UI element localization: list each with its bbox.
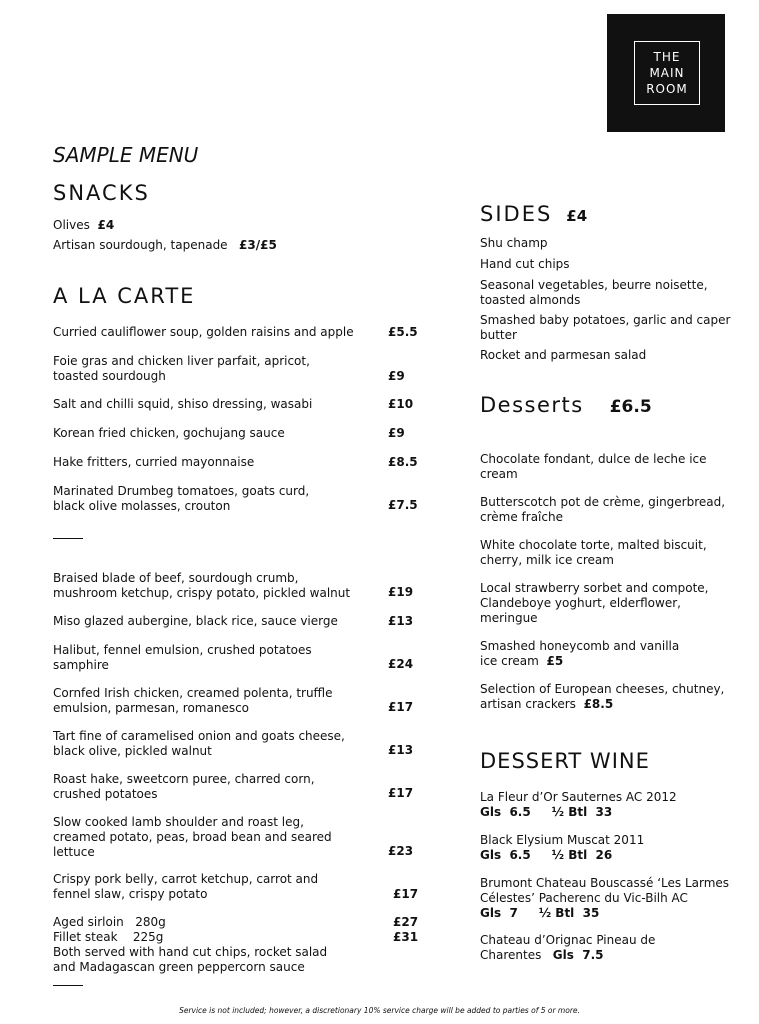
item-line: Chocolate fondant, dulce de leche ice xyxy=(480,452,707,466)
dessert-item xyxy=(480,538,707,568)
menu-item xyxy=(53,397,312,412)
menu-item xyxy=(53,930,163,945)
wine-name: Brumont Chateau Bouscassé ‘Les Larmes xyxy=(480,876,730,890)
item-line: lettuce xyxy=(53,845,95,859)
item-line: cream xyxy=(480,467,518,481)
logo-line-2: MAIN xyxy=(649,66,685,80)
wine-prices: Gls 7 ½ Btl 35 xyxy=(480,906,600,920)
item-price: £7.5 xyxy=(388,498,418,512)
wine-name: Chateau d’Orignac Pineau de xyxy=(480,933,656,947)
dessert-item xyxy=(480,682,724,712)
item-line: Curried cauliflower soup, golden raisins and apple xyxy=(53,325,354,339)
wine-item xyxy=(480,933,655,963)
menu-item xyxy=(53,426,285,441)
menu-item xyxy=(53,815,332,860)
item-line: Tart fine of caramelised onion and goats cheese, xyxy=(53,729,345,743)
divider xyxy=(53,985,83,986)
item-price: £4 xyxy=(97,218,115,232)
item-price: £8.5 xyxy=(388,455,418,469)
item-price: £10 xyxy=(388,397,414,411)
item-line: fennel slaw, crispy potato xyxy=(53,887,208,901)
side-item xyxy=(480,278,708,308)
dessert-item xyxy=(480,452,707,482)
item-line: toasted almonds xyxy=(480,293,581,307)
item-line: Butterscotch pot de crème, gingerbread, xyxy=(480,495,726,509)
sides-title: SIDES xyxy=(480,202,553,226)
item-price: £8.5 xyxy=(583,697,614,711)
page-title: SAMPLE MENU xyxy=(53,143,199,167)
item-price: £31 xyxy=(393,930,419,944)
menu-item xyxy=(53,729,345,759)
logo-line-1: THE xyxy=(653,50,681,64)
item-price: £9 xyxy=(388,426,405,440)
wine-prices: Gls 6.5 ½ Btl 33 xyxy=(480,805,613,819)
item-line: Hake fritters, curried mayonnaise xyxy=(53,455,255,469)
item-line: Cornfed Irish chicken, creamed polenta, truffle xyxy=(53,686,333,700)
snacks-heading: SNACKS xyxy=(53,181,150,205)
item-line: Roast hake, sweetcorn puree, charred corn, xyxy=(53,772,315,786)
item-line: Korean fried chicken, gochujang sauce xyxy=(53,426,285,440)
service-note: Service is not included; however, a discretionary 10% service charge will be added to parties of 5 or more. xyxy=(179,1006,580,1015)
item-price: £3/£5 xyxy=(239,238,277,252)
item-line: Local strawberry sorbet and compote, xyxy=(480,581,709,595)
menu-item xyxy=(53,238,277,253)
steak-note: and Madagascan green peppercorn sauce xyxy=(53,960,305,974)
steak-note: Both served with hand cut chips, rocket salad xyxy=(53,945,328,959)
dessert-item xyxy=(480,639,679,669)
logo-line-3: ROOM xyxy=(646,82,688,96)
side-item: Rocket and parmesan salad xyxy=(480,348,647,362)
item-line: Halibut, fennel emulsion, crushed potatoes xyxy=(53,643,312,657)
item-line: ice cream xyxy=(480,654,539,668)
item-price: £17 xyxy=(388,700,414,714)
menu-item xyxy=(53,455,254,470)
item-price: £27 xyxy=(393,915,419,929)
item-line: Slow cooked lamb shoulder and roast leg, xyxy=(53,815,304,829)
item-line: mushroom ketchup, crispy potato, pickled walnut xyxy=(53,586,351,600)
side-item: Hand cut chips xyxy=(480,257,570,271)
item-line: cherry, milk ice cream xyxy=(480,553,614,567)
item-line: White chocolate torte, malted biscuit, xyxy=(480,538,707,552)
menu-item xyxy=(53,643,312,673)
wine-heading: DESSERT WINE xyxy=(480,749,650,773)
item-line: Seasonal vegetables, beurre noisette, xyxy=(480,278,708,292)
item-line: Selection of European cheeses, chutney, xyxy=(480,682,725,696)
wine-prices: Gls 7.5 xyxy=(552,948,604,962)
item-line: toasted sourdough xyxy=(53,369,166,383)
logo-frame xyxy=(634,41,700,105)
item-line: Miso glazed aubergine, black rice, sauce vierge xyxy=(53,614,338,628)
item-line: Salt and chilli squid, shiso dressing, wasabi xyxy=(53,397,313,411)
item-name: Aged sirloin xyxy=(53,915,124,929)
wine-item xyxy=(480,876,729,921)
wine-name: La Fleur d’Or Sauternes AC 2012 xyxy=(480,790,677,804)
menu-item xyxy=(53,354,310,384)
logo xyxy=(607,14,725,132)
desserts-price: £6.5 xyxy=(609,397,652,417)
item-line: Foie gras and chicken liver parfait, apricot, xyxy=(53,354,310,368)
dessert-item xyxy=(480,495,725,525)
item-price: £13 xyxy=(388,743,414,757)
menu-item xyxy=(53,872,318,902)
item-price: £5.5 xyxy=(388,325,418,339)
side-item: Shu champ xyxy=(480,236,548,250)
item-name: Fillet steak xyxy=(53,930,118,944)
item-line: artisan crackers xyxy=(480,697,576,711)
item-price: £5 xyxy=(546,654,564,668)
item-line: black olive molasses, crouton xyxy=(53,499,231,513)
item-line: butter xyxy=(480,328,517,342)
item-name: Olives xyxy=(53,218,90,232)
item-line: meringue xyxy=(480,611,538,625)
item-price: £17 xyxy=(393,887,419,901)
item-price: £23 xyxy=(388,844,414,858)
wine-prices: Gls 6.5 ½ Btl 26 xyxy=(480,848,613,862)
item-price: £13 xyxy=(388,614,414,628)
item-price: £9 xyxy=(388,369,405,383)
item-line: Clandeboye yoghurt, elderflower, xyxy=(480,596,681,610)
item-price: £19 xyxy=(388,585,414,599)
menu-item xyxy=(53,614,338,629)
item-price: £24 xyxy=(388,657,414,671)
dessert-item xyxy=(480,581,708,626)
item-line: crème fraîche xyxy=(480,510,563,524)
sides-price: £4 xyxy=(566,207,588,225)
item-price: £17 xyxy=(388,786,414,800)
item-line: creamed potato, peas, broad bean and seared xyxy=(53,830,332,844)
wine-name: Black Elysium Muscat 2011 xyxy=(480,833,645,847)
menu-item xyxy=(53,325,354,340)
wine-name: Charentes xyxy=(480,948,542,962)
wine-item xyxy=(480,790,677,820)
item-line: Smashed baby potatoes, garlic and caper xyxy=(480,313,731,327)
menu-item xyxy=(53,915,166,930)
item-line: Braised blade of beef, sourdough crumb, xyxy=(53,571,299,585)
menu-item xyxy=(53,218,114,233)
wine-name: Célestes’ Pacherenc du Vic-Bilh AC xyxy=(480,891,688,905)
wine-item xyxy=(480,833,644,863)
item-weight: 225g xyxy=(132,930,164,944)
desserts-heading xyxy=(480,393,652,417)
item-line: black olive, pickled walnut xyxy=(53,744,212,758)
item-line: crushed potatoes xyxy=(53,787,158,801)
item-line: emulsion, parmesan, romanesco xyxy=(53,701,250,715)
desserts-title: Desserts xyxy=(480,393,584,417)
alacarte-heading: A LA CARTE xyxy=(53,284,196,308)
item-line: Marinated Drumbeg tomatoes, goats curd, xyxy=(53,484,310,498)
item-line: Smashed honeycomb and vanilla xyxy=(480,639,680,653)
menu-item xyxy=(53,571,350,601)
item-line: samphire xyxy=(53,658,109,672)
divider xyxy=(53,538,83,539)
side-item xyxy=(480,313,730,343)
menu-item xyxy=(53,686,333,716)
menu-item xyxy=(53,484,309,514)
item-line: Crispy pork belly, carrot ketchup, carrot and xyxy=(53,872,319,886)
menu-item xyxy=(53,772,315,802)
sides-heading xyxy=(480,202,587,226)
item-name: Artisan sourdough, tapenade xyxy=(53,238,228,252)
item-weight: 280g xyxy=(135,915,166,929)
